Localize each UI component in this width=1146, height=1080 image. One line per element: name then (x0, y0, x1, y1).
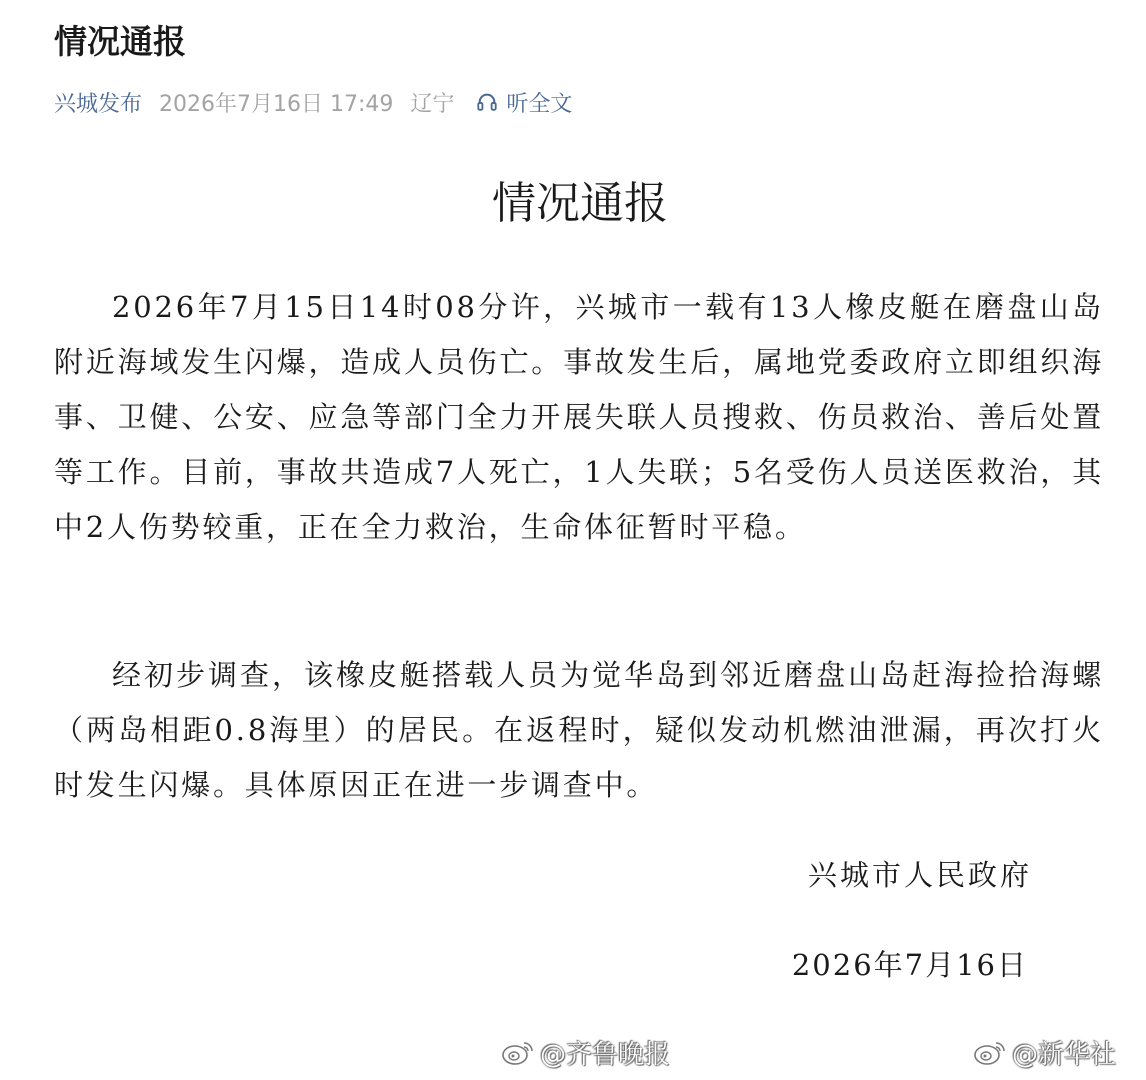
headphones-icon (476, 91, 498, 113)
article-title: 情况通报 (54, 22, 186, 61)
source-link[interactable]: 兴城发布 (54, 91, 143, 117)
publish-time: 2026年7月16日 17:49 (159, 91, 394, 117)
listen-label: 听全文 (506, 91, 573, 117)
listen-button[interactable] (476, 87, 572, 118)
document-signature: 兴城市人民政府 (807, 858, 1032, 892)
weibo-icon (972, 1037, 1008, 1067)
document-paragraph-2: 经初步调查，该橡皮艇搭载人员为觉华岛到邻近磨盘山岛赶海捡拾海螺（两岛相距0.8海里）的居民。在返程时，疑似发动机燃油泄漏，再次打火时发生闪爆。具体原因正在进一步调查中。 (54, 658, 1104, 802)
document-title: 情况通报 (492, 178, 668, 229)
weibo-icon (500, 1037, 536, 1067)
watermark-qilu (500, 1032, 670, 1072)
article-meta (54, 84, 572, 120)
document-date: 2026年7月16日 (791, 948, 1028, 982)
watermark-xinhua (972, 1032, 1116, 1072)
watermark-text: @齐鲁晚报 (540, 1039, 671, 1070)
document-paragraph-1: 2026年7月15日14时08分许，兴城市一载有13人橡皮艇在磨盘山岛附近海域发生闪爆，造成人员伤亡。事故发生后，属地党委政府立即组织海事、卫健、公安、应急等部门全力开展失联人员搜救、伤员救治、善后处置等工作。目前，事故共造成7人死亡，1人失联；5名受伤人员送医救治，其中2人伤势较重，正在全力救治，生命体征暂时平稳。 (54, 290, 1104, 544)
region-label: 辽宁 (410, 91, 455, 117)
watermark-text: @新华社 (1012, 1039, 1117, 1070)
